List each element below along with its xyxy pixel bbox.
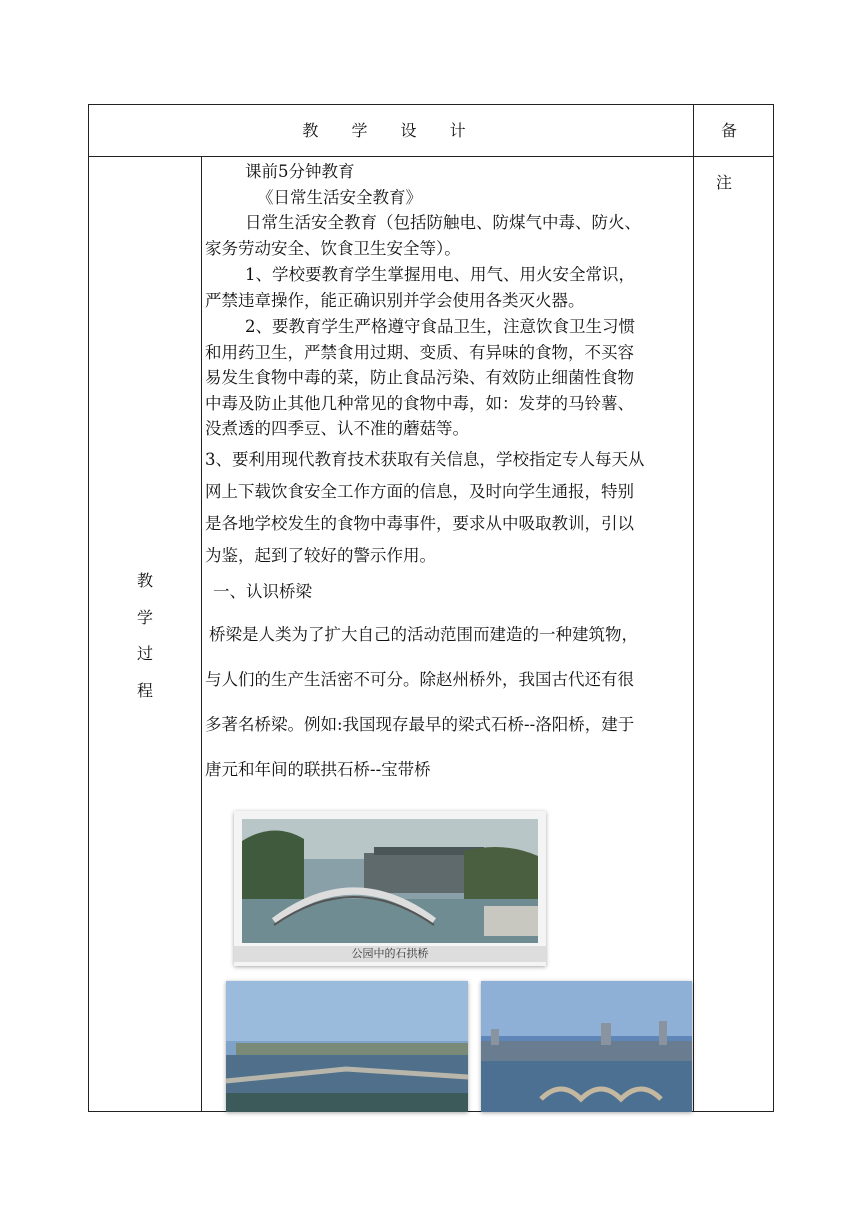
item2-line: 2、要教育学生严格遵守食品卫生，注意饮食卫生习惯	[245, 317, 635, 336]
header-design-label: 教 学 设 计	[302, 121, 480, 140]
item2-line: 易发生食物中毒的菜，防止食品污染、有效防止细菌性食物	[205, 368, 634, 387]
bridge-line: 多著名桥梁。例如:我国现存最早的梁式石桥--洛阳桥，建于	[205, 714, 635, 734]
intro-line: 家务劳动安全、饮食卫生安全等）。	[205, 238, 461, 258]
side-char: 程	[136, 680, 153, 700]
item2-line: 中毒及防止其他几种常见的食物中毒，如：发芽的马铃薯、	[205, 393, 634, 413]
item1-line: 严禁违章操作，能正确识别并学会使用各类灭火器。	[205, 290, 585, 310]
item2-line: 和用药卫生，严禁食用过期、变质、有异味的食物，不买容	[205, 342, 634, 362]
beam-bridge-illustration	[226, 981, 468, 1112]
multi-arch-bridge-photo	[481, 981, 692, 1112]
intro-line: 日常生活安全教育（包括防触电、防煤气中毒、防火、	[245, 213, 641, 232]
book-title: 《日常生活安全教育》	[257, 187, 422, 207]
item3-line: 是各地学校发生的食物中毒事件，要求从中吸取教训，引以	[205, 513, 634, 533]
item1-line: 1、学校要教育学生掌握用电、用气、用火安全常识，	[245, 265, 635, 284]
lesson-content	[205, 159, 777, 792]
stone-arch-bridge-illustration	[234, 811, 546, 966]
item3-line: 网上下载饮食安全工作方面的信息，及时向学生通报，特别	[205, 481, 634, 501]
side-char: 教	[136, 571, 153, 590]
multi-arch-bridge-illustration	[481, 981, 692, 1112]
stone-arch-bridge-photo	[234, 811, 546, 966]
pre-class-label: 课前5分钟教育	[245, 162, 355, 181]
header-notes-label: 备 注	[715, 121, 757, 192]
item2-line: 没煮透的四季豆、认不准的蘑菇等。	[205, 419, 469, 438]
beam-bridge-photo	[226, 981, 468, 1112]
process-side-label	[89, 563, 201, 709]
item3-line: 3、要利用现代教育技术获取有关信息，学校指定专人每天从	[205, 449, 645, 469]
bridge-line: 与人们的生产生活密不可分。除赵州桥外，我国古代还有很	[205, 669, 634, 689]
photo-caption: 公园中的石拱桥	[234, 946, 546, 962]
side-char: 学	[136, 607, 153, 627]
section-heading: 一、认识桥梁	[213, 581, 312, 601]
bridge-line: 桥梁是人类为了扩大自己的活动范围而建造的一种建筑物，	[209, 624, 638, 644]
bridge-line: 唐元和年间的联拱石桥--宝带桥	[205, 759, 431, 779]
side-char: 过	[136, 644, 153, 663]
item3-line: 为鉴，起到了较好的警示作用。	[205, 545, 436, 565]
left-column-divider	[201, 157, 202, 1111]
